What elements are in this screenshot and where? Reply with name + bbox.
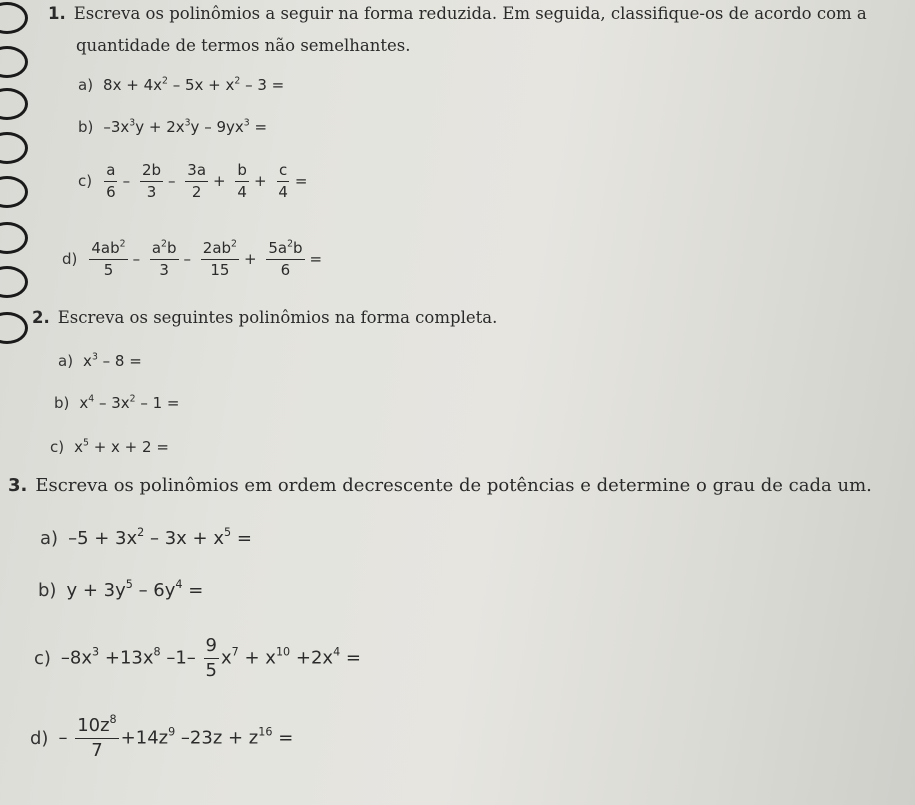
- expression: $8x + 4x^2 - 5x + x^2 - 3$ =: [103, 75, 285, 94]
- q2-item-c: c) $x^5 + x + 2$ =: [50, 437, 169, 456]
- binder-ring: [0, 88, 28, 120]
- q1-title: 1. Escreva os polinômios a seguir na forma reduzida. Em seguida, classifique-os de acordo com a: [48, 4, 867, 23]
- q2-item-a: a) $x^3 - 8$ =: [58, 351, 142, 370]
- q1-item-c: c) $\frac{a}{6}$ – $\frac{2b}{3}$ – $\frac{3a}{2}$ + $\frac{b}{4}$ + $\frac{c}{4}$ =: [78, 162, 310, 200]
- q2-item-b: b) $x^4 - 3x^2 - 1$ =: [54, 393, 180, 412]
- binder-ring: [0, 312, 28, 344]
- expression: $-3x^3y + 2x^3y - 9yx^3$ =: [103, 117, 268, 136]
- binder-ring: [0, 2, 28, 34]
- binder-ring: [0, 132, 28, 164]
- q1-item-d: d) $\frac{4ab^2}{5}$ – $\frac{a^2b}{3}$ – $\frac{2ab^2}{15}$ + $\frac{5a^2b}{6}$ =: [62, 240, 325, 278]
- q3-item-c: c) $-8x^3 +13x^8$ –1– $\frac{9}{5}$ $x^7 + x^{10} +2x^4$ =: [34, 635, 361, 681]
- q3-item-a: a) $-5 + 3x^2 - 3x + x^5$ =: [40, 526, 252, 549]
- expression: $x^5 + x + 2$ =: [74, 437, 169, 456]
- q1-item-a: a) $8x + 4x^2 - 5x + x^2 - 3$ =: [78, 75, 285, 94]
- q2-title: 2. Escreva os seguintes polinômios na forma completa.: [32, 308, 498, 327]
- binder-rings: [0, 0, 48, 340]
- expression: $\frac{a}{6}$ – $\frac{2b}{3}$ – $\frac{3a}{2}$ + $\frac{b}{4}$ + $\frac{c}{4}$ =: [106, 161, 308, 201]
- q1-title-line2: quantidade de termos não semelhantes.: [76, 36, 411, 55]
- q3-item-d: d) – $\frac{10z^8}{7}$ $+14z^9$ $-23z + z^{16}$ =: [30, 713, 294, 761]
- binder-ring: [0, 266, 28, 298]
- binder-ring: [0, 46, 28, 78]
- q3-item-b: b) $y + 3y^5 - 6y^4$ =: [38, 578, 204, 601]
- binder-ring: [0, 176, 28, 208]
- expression: $y + 3y^5 - 6y^4$ =: [66, 578, 204, 601]
- expression: $\frac{4ab^2}{5}$ – $\frac{a^2b}{3}$ – $\frac{2ab^2}{15}$ + $\frac{5a^2b}{6}$ =: [91, 238, 323, 279]
- binder-ring: [0, 222, 28, 254]
- q1-item-b: b) $-3x^3y + 2x^3y - 9yx^3$ =: [78, 117, 268, 136]
- expression: $x^4 - 3x^2 - 1$ =: [79, 393, 180, 412]
- q3-title: 3. Escreva os polinômios em ordem decrescente de potências e determine o grau de cada um.: [8, 475, 872, 496]
- expression: $x^3 - 8$ =: [83, 351, 142, 370]
- expression: $-5 + 3x^2 - 3x + x^5$ =: [68, 526, 252, 549]
- expression: – $\frac{10z^8}{7}$ $+14z^9$ $-23z + z^{16}$ =: [58, 713, 294, 761]
- expression: $-8x^3 +13x^8$ –1– $\frac{9}{5}$ $x^7 + x^{10} +2x^4$ =: [60, 635, 361, 681]
